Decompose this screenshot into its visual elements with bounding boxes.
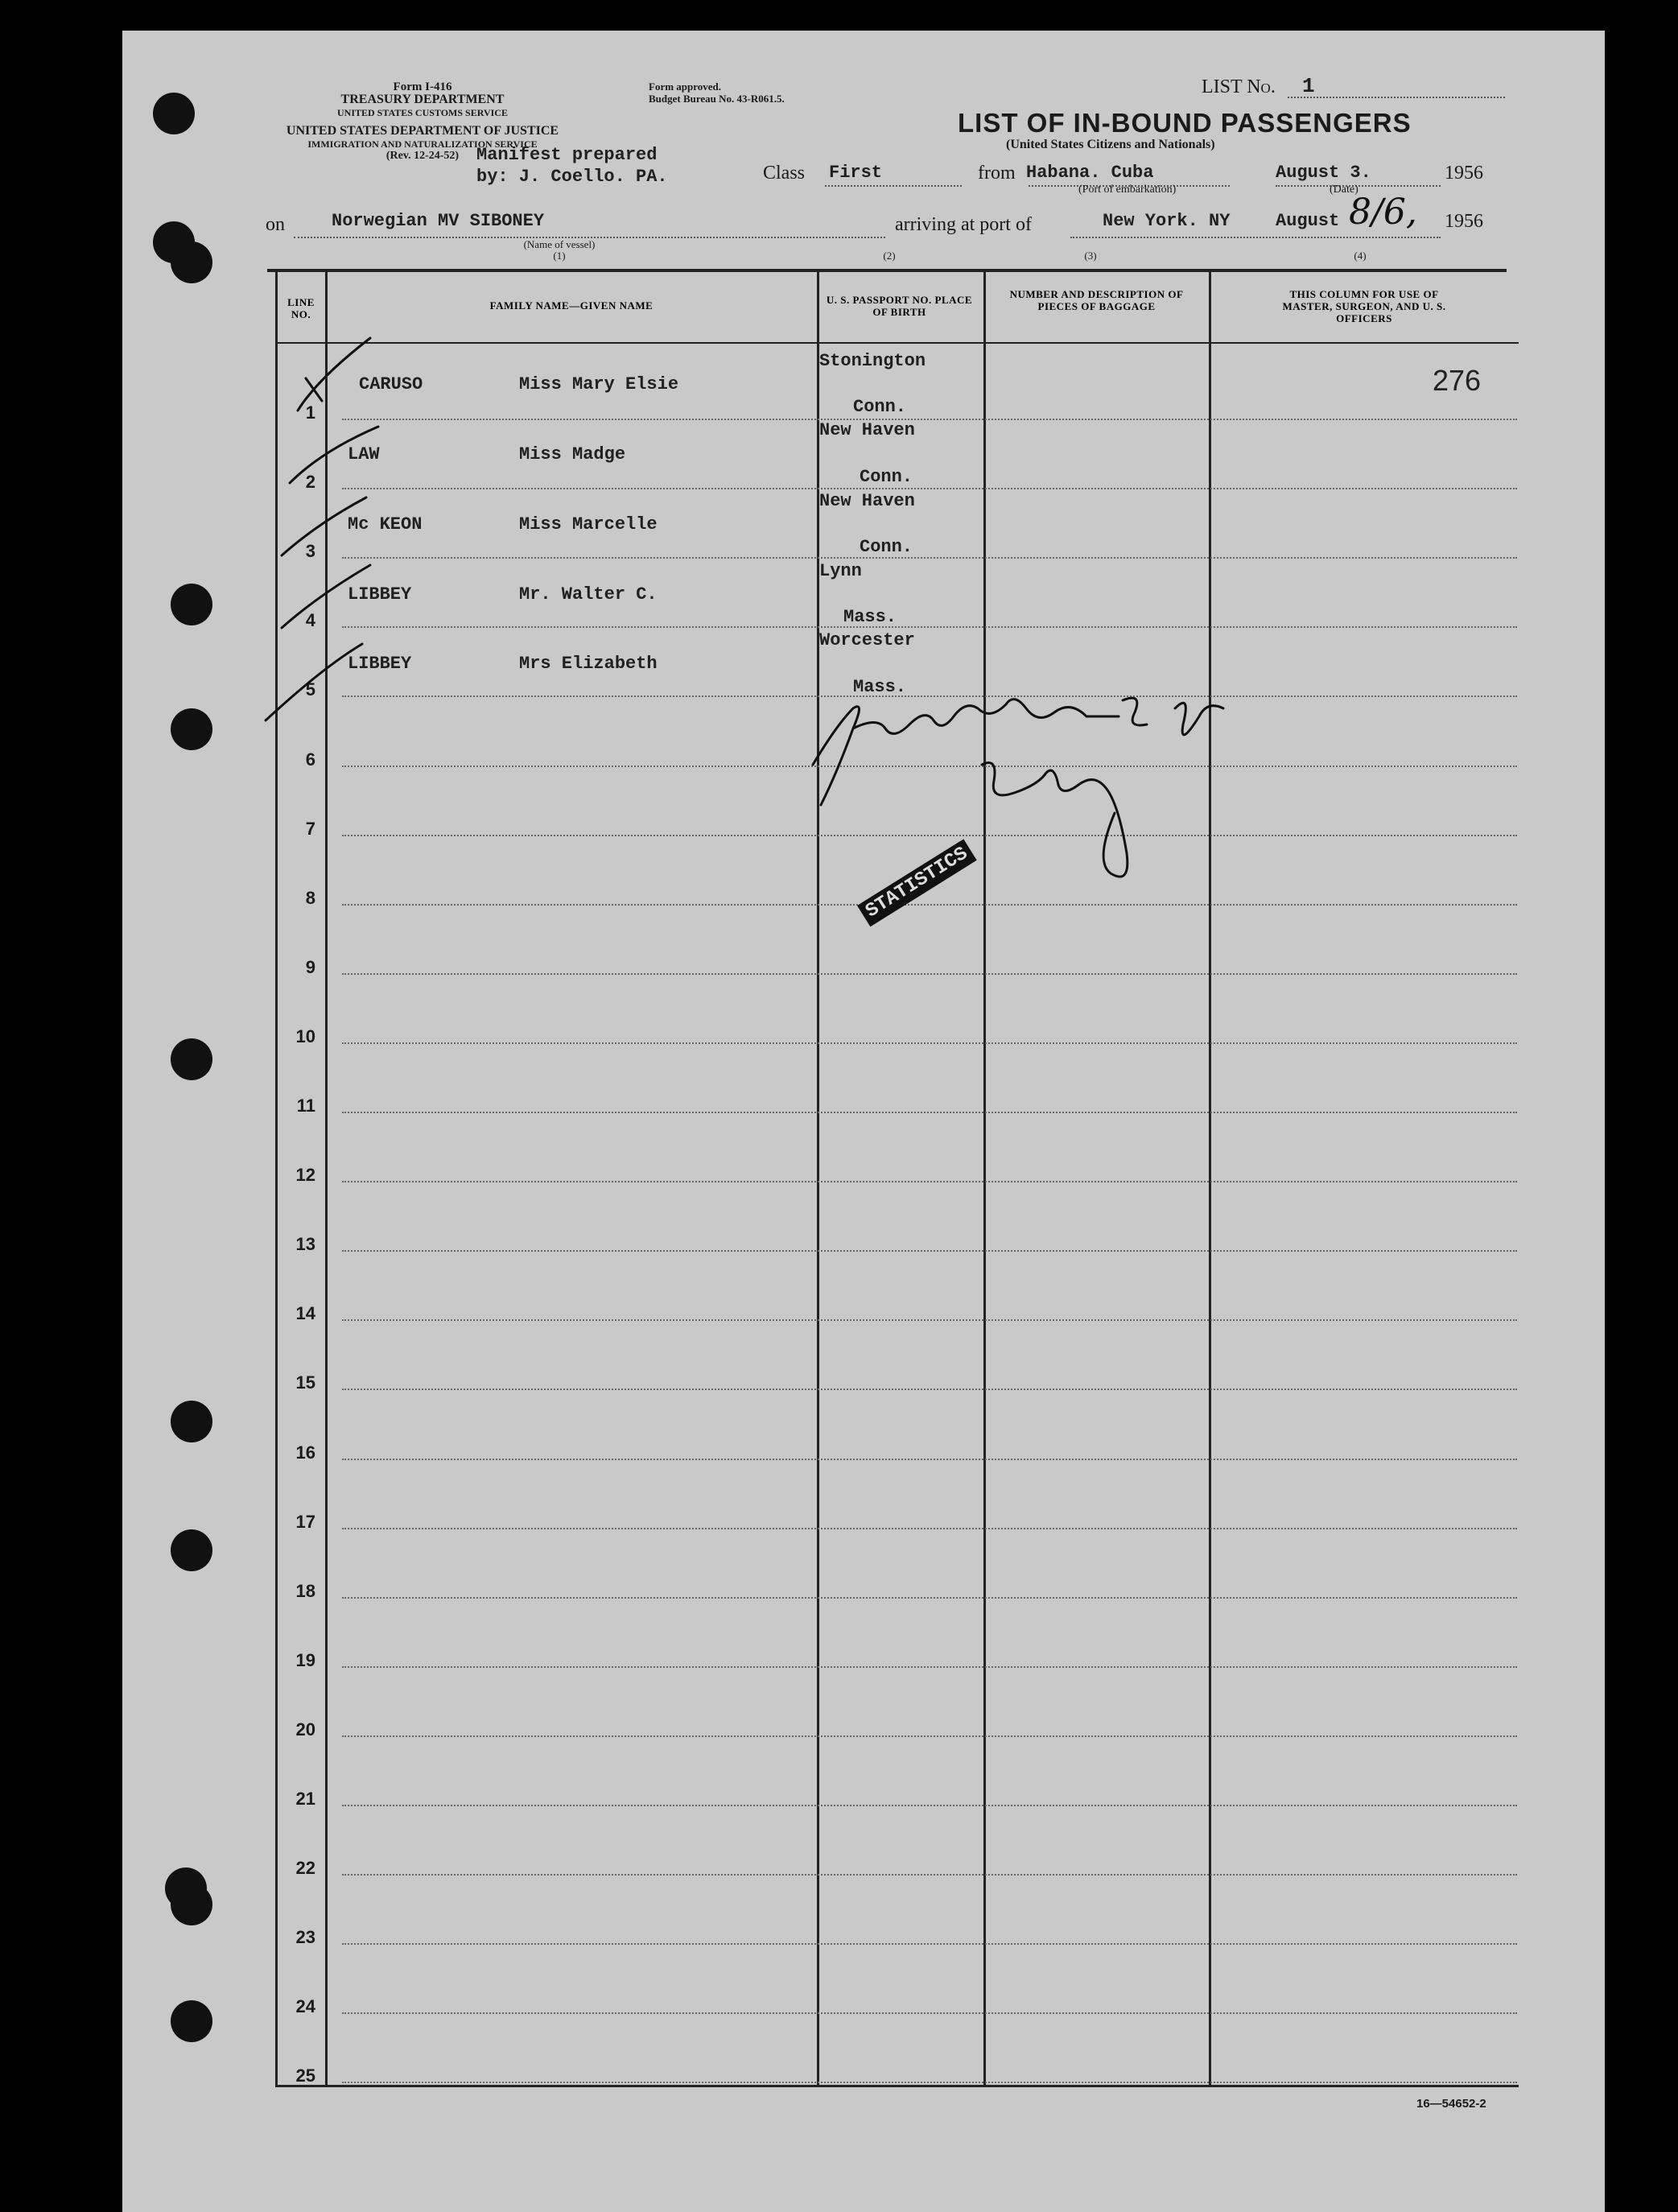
given-name-1: Miss Mary Elsie [519, 374, 679, 394]
row-number: 9 [305, 957, 315, 977]
col-header-name: FAMILY NAME—GIVEN NAME [489, 299, 653, 312]
footer-code: 16—54652-2 [1416, 2097, 1486, 2111]
list-number: 1 [1302, 74, 1315, 98]
arriving-label: arriving at port of [895, 214, 1032, 235]
date-label: (Date) [1330, 184, 1358, 196]
row-number: 12 [295, 1165, 315, 1185]
vessel-name: Norwegian MV SIBONEY [332, 211, 545, 231]
col-ref-3: (3) [1084, 250, 1097, 262]
list-label: LIST No. [1202, 76, 1276, 97]
birth-city-5: Worcester [819, 630, 915, 650]
signature [813, 698, 1223, 805]
form-number: Form I-416 [393, 80, 452, 93]
dept-justice: UNITED STATES DEPARTMENT OF JUSTICE [286, 124, 559, 138]
given-name-5: Mrs Elizabeth [519, 654, 658, 674]
row-number: 25 [295, 2065, 315, 2086]
row-number: 21 [295, 1789, 315, 1809]
arrival-year: 1956 [1445, 211, 1483, 232]
row-number: 17 [295, 1512, 315, 1532]
row-number: 11 [296, 1096, 315, 1116]
given-name-3: Miss Marcelle [519, 514, 658, 534]
row-number: 6 [305, 749, 315, 770]
row-number: 19 [295, 1650, 315, 1670]
given-name-2: Miss Madge [519, 444, 626, 464]
check-mark [282, 497, 366, 555]
arrival-port: New York. NY [1103, 211, 1231, 231]
row-number: 16 [295, 1442, 315, 1463]
manifest-prepared-line2: by: J. Coello. PA. [476, 167, 668, 187]
birth-city-2: New Haven [819, 420, 915, 440]
dept-treasury: TREASURY DEPARTMENT [340, 93, 505, 106]
form-revision: (Rev. 12-24-52) [385, 150, 460, 162]
row-number: 2 [305, 472, 315, 492]
birth-state-1: Conn. [853, 397, 907, 417]
col-header-baggage: NUMBER AND DESCRIPTION OF PIECES OF BAGGAGE [1009, 288, 1184, 312]
family-name-3: Mc KEON [348, 514, 423, 534]
page-title: LIST OF IN-BOUND PASSENGERS [958, 108, 1412, 138]
vessel-label: (Name of vessel) [523, 238, 596, 250]
dept-customs: UNITED STATES CUSTOMS SERVICE [337, 107, 508, 118]
check-mark [298, 338, 370, 411]
birth-state-2: Conn. [860, 467, 913, 487]
birth-state-4: Mass. [843, 607, 897, 627]
family-name-4: LIBBEY [348, 584, 412, 605]
class-label: Class [763, 163, 806, 184]
arrival-date: August [1276, 211, 1340, 231]
row-number: 4 [305, 610, 315, 630]
col-ref-4: (4) [1354, 250, 1367, 262]
embark-port-value: Habana. Cuba [1026, 163, 1154, 183]
birth-state-3: Conn. [860, 537, 913, 557]
form-approved: Form approved. [649, 80, 722, 93]
departure-date-value: August 3. [1276, 163, 1371, 183]
row-number: 15 [295, 1372, 315, 1393]
officer-count: 276 [1433, 364, 1482, 397]
birth-city-3: New Haven [819, 491, 915, 511]
row-number: 7 [305, 819, 315, 839]
row-number: 24 [295, 1996, 315, 2016]
col-ref-2: (2) [883, 250, 896, 262]
given-name-4: Mr. Walter C. [519, 584, 658, 605]
dept-ins: IMMIGRATION AND NATURALIZATION SERVICE [307, 138, 538, 150]
row-number: 14 [295, 1303, 315, 1323]
embark-port-label: (Port of embarkation) [1078, 184, 1177, 196]
budget-bureau: Budget Bureau No. 43-R061.5. [649, 93, 785, 105]
family-name-1: CARUSO [359, 374, 423, 394]
row-number: 22 [295, 1858, 315, 1878]
row-number: 20 [295, 1719, 315, 1739]
arrival-date-handwritten: 8/6, [1349, 192, 1417, 233]
row-number: 13 [295, 1234, 315, 1254]
signature [982, 763, 1128, 877]
col-header-line-no: LINE NO. [287, 296, 315, 320]
on-label: on [266, 214, 285, 235]
col-header-passport: U. S. PASSPORT NO. PLACE OF BIRTH [826, 294, 973, 318]
family-name-5: LIBBEY [348, 654, 412, 674]
col-ref-1: (1) [553, 250, 566, 262]
row-number: 10 [295, 1026, 315, 1046]
statistics-stamp: STATISTICS [857, 839, 977, 926]
row-number: 3 [305, 541, 315, 561]
check-mark [290, 427, 378, 483]
check-mark [266, 644, 362, 720]
check-mark [282, 565, 370, 628]
row-number: 23 [295, 1927, 315, 1947]
col-header-officers: THIS COLUMN FOR USE OF MASTER, SURGEON, AND U. S. OFFICERS [1282, 288, 1446, 324]
row-number: 5 [305, 679, 315, 700]
manifest-prepared-line1: Manifest prepared [476, 145, 658, 165]
row-number: 18 [295, 1581, 315, 1601]
birth-city-1: Stonington [819, 351, 926, 371]
family-name-2: LAW [348, 444, 380, 464]
birth-state-5: Mass. [853, 677, 907, 697]
row-number: 8 [305, 888, 315, 908]
row-number: 1 [305, 402, 315, 423]
from-label: from [978, 163, 1016, 184]
class-value: First [829, 163, 883, 183]
birth-city-4: Lynn [819, 561, 862, 581]
year-value: 1956 [1445, 163, 1483, 184]
page-subtitle: (United States Citizens and Nationals) [1006, 138, 1215, 151]
